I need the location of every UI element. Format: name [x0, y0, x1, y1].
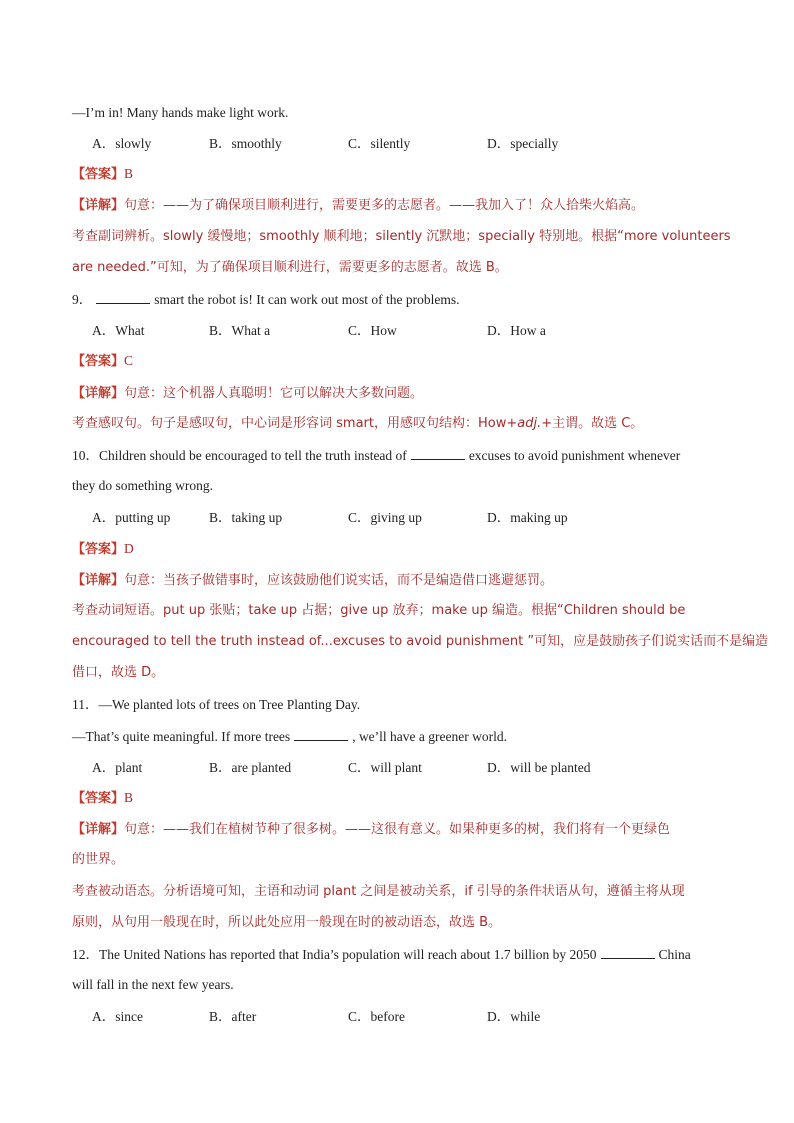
q11-explanation-4: 原则，从句用一般现在时，所以此处应用一般现在时的被动语态，故选 B。 [72, 915, 502, 930]
explanation-label: 【详解】 [72, 198, 125, 213]
q9-explanation-2 [72, 415, 643, 433]
q8-option-c: C．silently [348, 136, 411, 151]
answer-label: 【答案】 [72, 354, 125, 369]
answer-value: D [124, 541, 134, 556]
q8-dialog-line: —I’m in! Many hands make light work. [72, 105, 289, 120]
q10-explanation-1 [72, 571, 553, 590]
question-text: —That’s quite meaningful. If more trees [72, 729, 291, 744]
answer-value: B [124, 166, 134, 181]
answer-label: 【答案】 [72, 791, 125, 806]
answer-blank [601, 945, 655, 959]
question-text: 10．Children should be encouraged to tell the truth instead of [72, 448, 407, 463]
answer-value: B [124, 790, 134, 805]
q9-explanation-1 [72, 384, 423, 403]
q11-option-d: D．will be planted [487, 760, 591, 775]
q11-answer [72, 789, 133, 808]
q10-question-2: they do something wrong. [72, 478, 213, 493]
q10-explanation-4: 借口，故选 D。 [72, 665, 165, 680]
explanation-text: +主谓。故选 C。 [541, 416, 644, 431]
explanation-label: 【详解】 [72, 573, 125, 588]
q9-answer [72, 352, 133, 371]
q9-option-d: D．How a [487, 323, 546, 338]
explanation-text: 考查感叹句。句子是感叹句，中心词是形容词 smart，用感叹句结构：How+ [72, 416, 518, 431]
q10-explanation-2: 考查动词短语。put up 张贴；take up 占据；give up 放弃；make up 编造。根据“Children should be [72, 603, 686, 618]
explanation-text: 句意：——为了确保项目顺利进行，需要更多的志愿者。——我加入了！众人拾柴火焰高。 [124, 198, 645, 213]
explanation-text: 句意：——我们在植树节种了很多树。——这很有意义。如果种更多的树，我们将有一个更绿色 [124, 822, 671, 837]
q12-option-a: A．since [92, 1009, 143, 1024]
answer-blank [294, 727, 348, 741]
q11-question-1: 11．—We planted lots of trees on Tree Planting Day. [72, 697, 361, 712]
q8-explanation-2: 考查副词辨析。slowly 缓慢地；smoothly 顺利地；silently 沉默地；specially 特别地。根据“more volunteers [72, 229, 731, 244]
explanation-text: 句意：这个机器人真聪明！它可以解决大多数问题。 [124, 386, 424, 401]
q10-option-b: B．taking up [209, 510, 283, 525]
q8-answer [72, 165, 133, 184]
q12-option-b: B．after [209, 1009, 257, 1024]
q9-option-b: B．What a [209, 323, 271, 338]
answer-label: 【答案】 [72, 542, 125, 557]
q8-option-b: B．smoothly [209, 136, 282, 151]
q9-option-a: A．What [92, 323, 145, 338]
question-text: China [658, 947, 691, 962]
question-text: smart the robot is! It can work out most of the problems. [154, 292, 460, 307]
q8-explanation-1 [72, 196, 644, 215]
q9-question [72, 290, 459, 309]
q8-option-a: A．slowly [92, 136, 152, 151]
q10-answer [72, 540, 134, 559]
explanation-label: 【详解】 [72, 822, 125, 837]
answer-label: 【答案】 [72, 167, 125, 182]
answer-blank [96, 290, 150, 304]
q8-option-d: D．specially [487, 136, 559, 151]
q11-explanation-2: 的世界。 [72, 852, 125, 867]
q12-option-c: C．before [348, 1009, 405, 1024]
q10-question-1 [72, 446, 680, 465]
q11-option-c: C．will plant [348, 760, 422, 775]
q9-option-c: C．How [348, 323, 397, 338]
q11-explanation-3: 考查被动语态。分析语境可知，主语和动词 plant 之间是被动关系，if 引导的条件状语从句，遵循主将从现 [72, 884, 685, 899]
q11-question-2 [72, 727, 507, 746]
q11-option-a: A．plant [92, 760, 143, 775]
explanation-text: 句意：当孩子做错事时，应该鼓励他们说实话，而不是编造借口逃避惩罚。 [124, 573, 554, 588]
q10-option-d: D．making up [487, 510, 568, 525]
explanation-label: 【详解】 [72, 386, 125, 401]
q12-question-2: will fall in the next few years. [72, 977, 234, 992]
q12-option-d: D．while [487, 1009, 541, 1024]
explanation-italic: adj. [517, 416, 542, 431]
answer-blank [411, 446, 465, 460]
q10-option-c: C．giving up [348, 510, 422, 525]
q10-option-a: A．putting up [92, 510, 171, 525]
q8-explanation-3: are needed.”可知，为了确保项目顺利进行，需要更多的志愿者。故选 B。 [72, 260, 508, 275]
question-number: 9． [72, 292, 93, 307]
q11-option-b: B．are planted [209, 760, 292, 775]
q11-explanation-1 [72, 820, 670, 839]
answer-value: C [124, 353, 134, 368]
q12-question-1 [72, 945, 691, 964]
question-text: , we’ll have a greener world. [352, 729, 507, 744]
question-text: excuses to avoid punishment whenever [468, 448, 681, 463]
question-text: 12．The United Nations has reported that India’s population will reach about 1.7 billion by 2050 [72, 947, 597, 962]
q10-explanation-3: encouraged to tell the truth instead of...excuses to avoid punishment ”可知，应是鼓励孩子们说实话而不是编造 [72, 634, 769, 649]
